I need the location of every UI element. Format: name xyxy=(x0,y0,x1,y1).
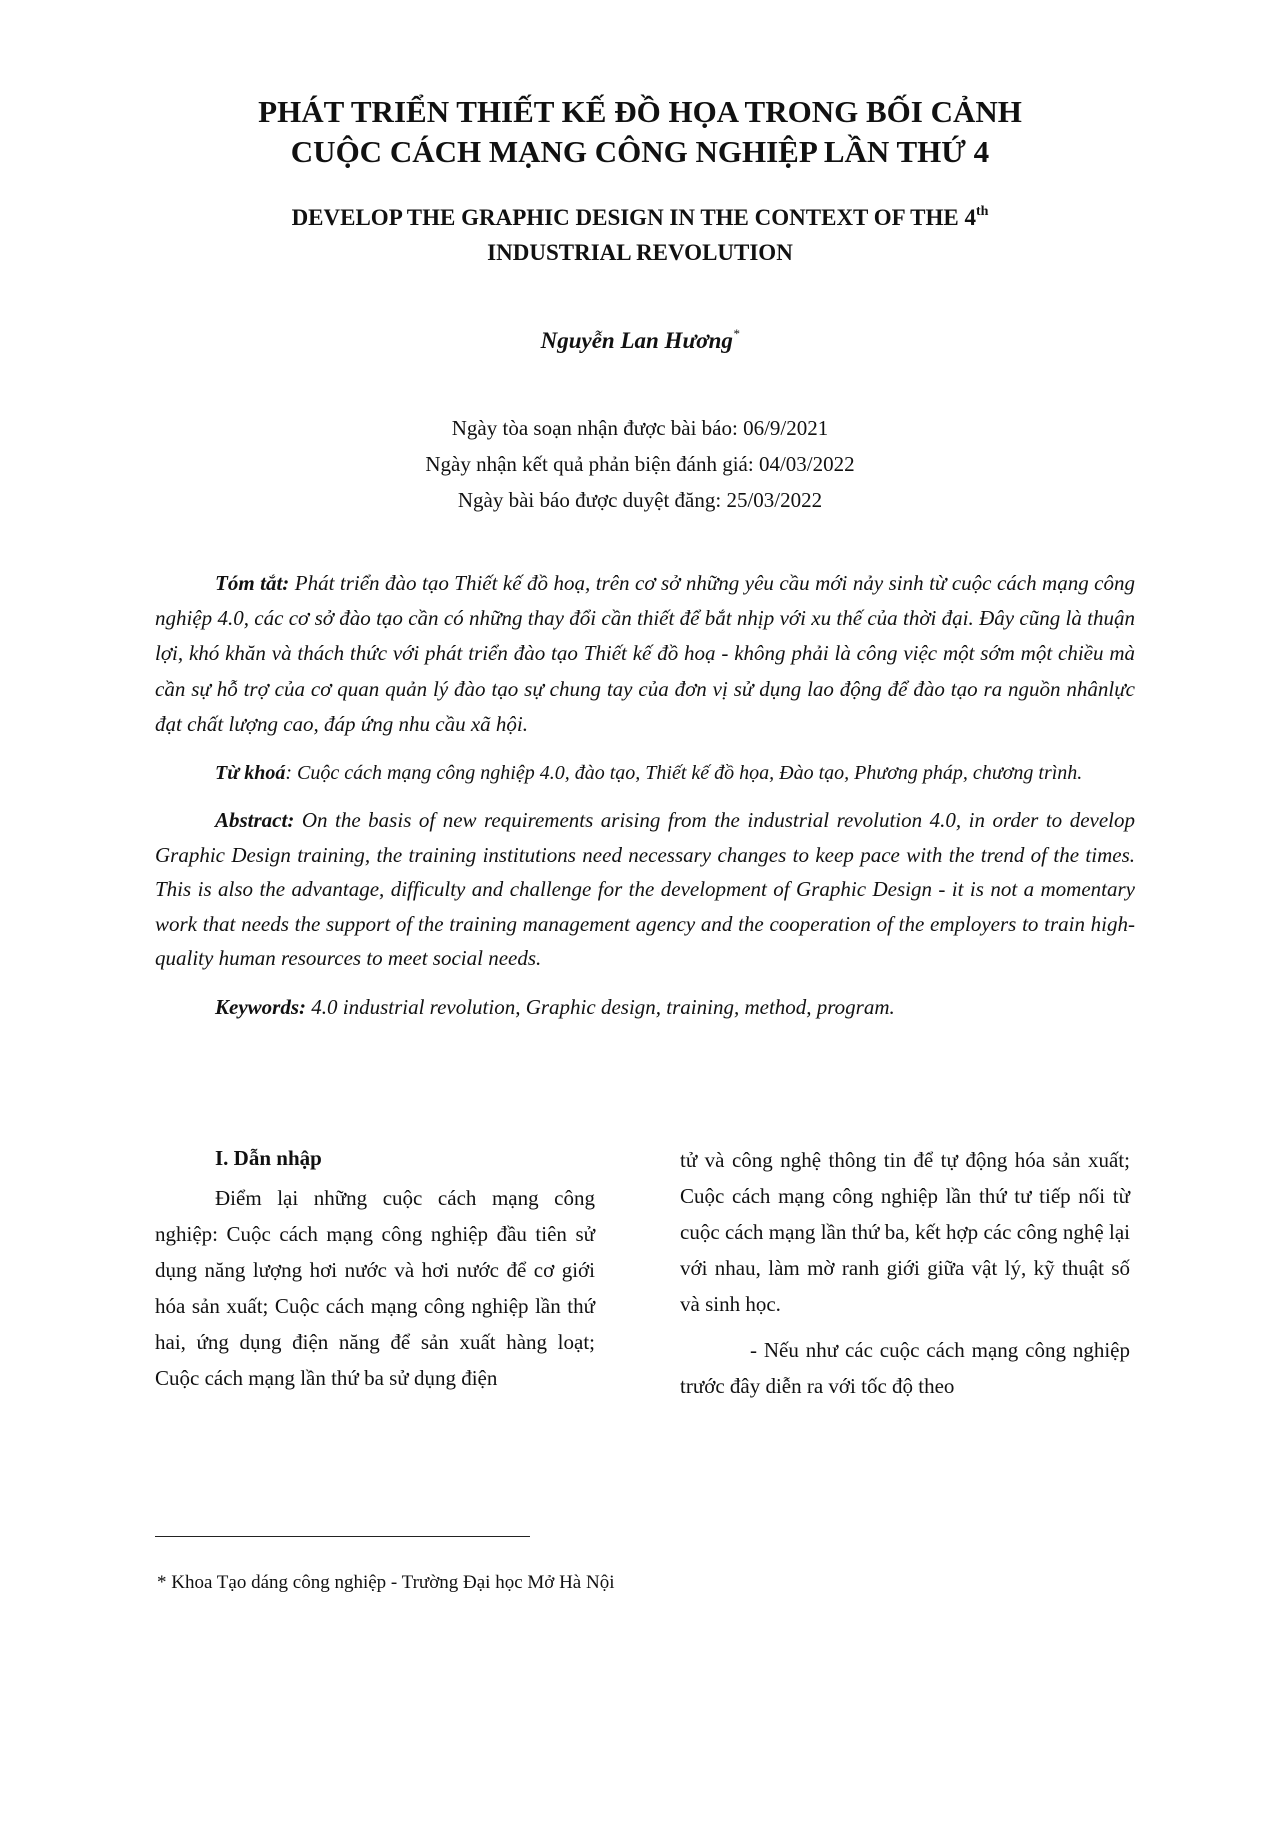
summary-text: Phát triển đào tạo Thiết kế đồ hoạ, trên cơ sở những yêu cầu mới nảy sinh từ cuộc cách mạng công nghiệp 4.0, các cơ sở đào tạo cần có những thay đổi cần thiết để bắt nhịp với xu thế của thời đại. Đây cũng là thuận lợi, khó khăn và thách thức với phát triển đào tạo Thiết kế đồ hoạ - không phải là công việc một sớm một chiều mà cần sự hỗ trợ của cơ quan quản lý đào tạo sự chung tay của đơn vị sử dụng lao động để đào tạo ra nguồn nhânlực đạt chất lượng cao, đáp ứng nhu cầu xã hội. xyxy=(155,571,1135,736)
title-vietnamese xyxy=(0,92,1280,172)
title-english xyxy=(0,200,1280,270)
date-accepted: Ngày bài báo được duyệt đăng: 25/03/2022 xyxy=(457,488,823,512)
footnote-divider xyxy=(155,1536,530,1537)
abstract-english xyxy=(155,803,1135,976)
body-column-right xyxy=(680,1142,1130,1404)
body-paragraph: Điểm lại những cuộc cách mạng công nghiệp: Cuộc cách mạng công nghiệp đầu tiên sử dụng năng lượng hơi nước và hơi nước để cơ giới hóa sản xuất; Cuộc cách mạng công nghiệp lần thứ hai, ứng dụng điện năng để sản xuất hàng loạt; Cuộc cách mạng lần thứ ba sử dụng điện xyxy=(155,1186,595,1390)
title-en-line-1-text: DEVELOP THE GRAPHIC DESIGN IN THE CONTEXT OF THE 4 xyxy=(291,205,976,230)
body-column-left xyxy=(155,1140,595,1396)
abstract-section xyxy=(155,566,1135,1025)
section-heading: I. Dẫn nhập xyxy=(215,1146,322,1170)
keywords-en-text: 4.0 industrial revolution, Graphic design, training, method, program. xyxy=(306,994,895,1019)
keywords-vi-text: : Cuộc cách mạng công nghiệp 4.0, đào tạo, Thiết kế đồ họa, Đào tạo, Phương pháp, chương trình. xyxy=(285,762,1083,785)
title-en-line-1 xyxy=(0,200,1280,235)
title-vi-line-1: PHÁT TRIỂN THIẾT KẾ ĐỒ HỌA TRONG BỐI CẢNH xyxy=(258,94,1022,129)
author-name: Nguyễn Lan Hương xyxy=(540,328,733,353)
body-paragraph-continued: tử và công nghệ thông tin để tự động hóa sản xuất; Cuộc cách mạng công nghiệp lần thứ tư tiếp nối từ cuộc cách mạng lần thứ ba, kết hợp các công nghệ lại với nhau, làm mờ ranh giới giữa vật lý, kỹ thuật số và sinh học. xyxy=(680,1148,1130,1316)
keywords-vi-label: Từ khoá xyxy=(215,762,286,785)
keywords-en-label: Keywords: xyxy=(215,994,306,1019)
date-reviewed: Ngày nhận kết quả phản biện đánh giá: 04/03/2022 xyxy=(425,452,855,476)
body-paragraph: - Nếu như các cuộc cách mạng công nghiệp trước đây diễn ra với tốc độ theo xyxy=(680,1338,1130,1398)
author-line xyxy=(0,326,1280,356)
abstract-label: Abstract: xyxy=(215,808,295,833)
summary-label: Tóm tắt: xyxy=(215,571,290,595)
submission-dates xyxy=(0,410,1280,518)
abstract-text: On the basis of new requirements arising from the industrial revolution 4.0, in order to develop Graphic Design training, the training institutions need necessary changes to keep pace with the trend of the times. This is also the advantage, difficulty and challenge for the development of Graphic Design - it is not a momentary work that needs the support of the training management agency and the cooperation of the employers to train high-quality human resources to meet social needs. xyxy=(155,808,1135,971)
title-en-line-2: INDUSTRIAL REVOLUTION xyxy=(487,240,793,265)
summary-vietnamese xyxy=(155,566,1135,742)
keywords-vietnamese xyxy=(155,756,1135,791)
date-received: Ngày tòa soạn nhận được bài báo: 06/9/2021 xyxy=(451,416,829,440)
title-en-superscript: th xyxy=(975,204,989,219)
keywords-english xyxy=(155,990,1135,1025)
title-vi-line-2: CUỘC CÁCH MẠNG CÔNG NGHIỆP LẦN THỨ 4 xyxy=(290,134,990,169)
footnote: * Khoa Tạo dáng công nghiệp - Trường Đại học Mở Hà Nội xyxy=(157,1572,615,1593)
author-footnote-marker: * xyxy=(732,326,740,341)
